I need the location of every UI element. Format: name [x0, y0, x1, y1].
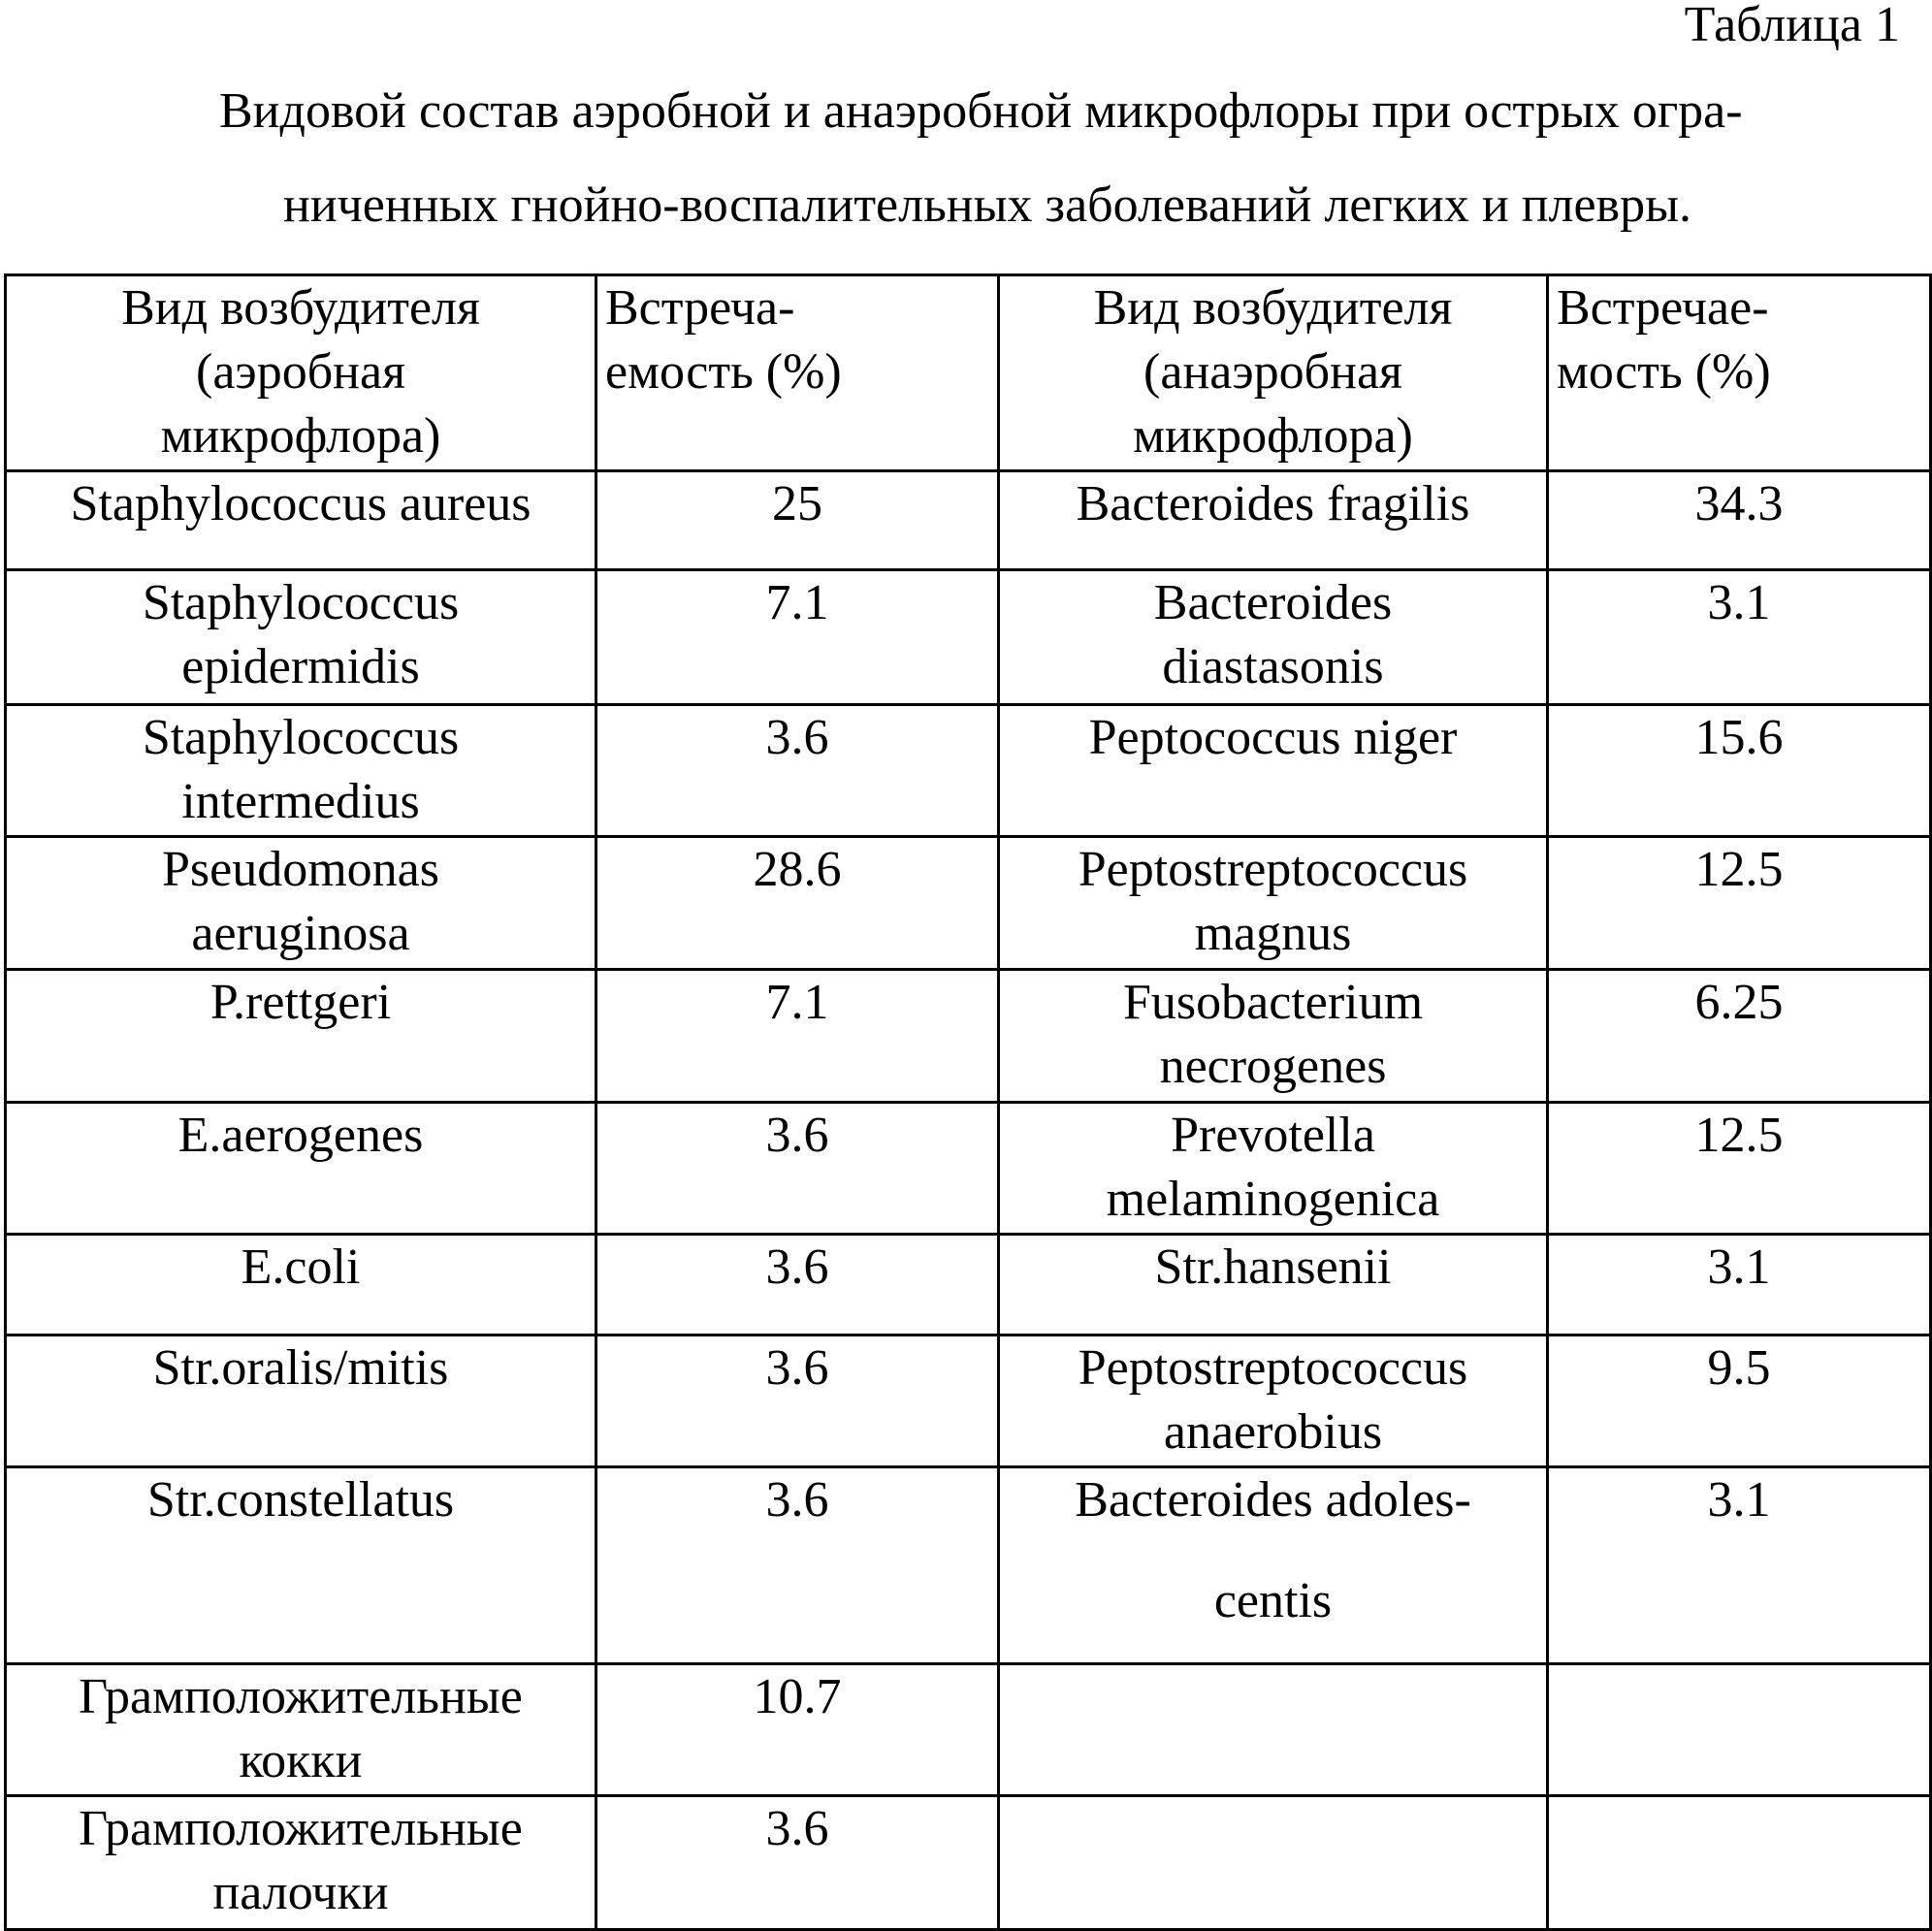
aerobic-frequency-cell: 28.6 [596, 837, 999, 970]
aerobic-species-cell [6, 1467, 596, 1664]
aerobic-species-cell [6, 837, 596, 970]
cell-line: Peptostreptococcus [1078, 1340, 1468, 1396]
table-row [6, 1336, 1931, 1467]
table-row [6, 471, 1931, 570]
table-row [6, 1467, 1931, 1664]
anaerobic-species-cell [999, 837, 1548, 970]
table-row [6, 837, 1931, 970]
cell-line: diastasonis [1162, 639, 1384, 694]
header-line: (аэробная [196, 344, 405, 400]
aerobic-frequency-cell: 3.6 [596, 1336, 999, 1467]
table-title-line-1: Видовой состав аэробной и анаэробной микрофлоры при острых огра- [219, 83, 1743, 139]
header-aerobic-species [6, 275, 596, 471]
aerobic-frequency-cell: 3.6 [596, 1235, 999, 1336]
anaerobic-species-cell [999, 1235, 1548, 1336]
cell-line: Pseudomonas [162, 842, 439, 897]
table-title-line-2: ниченных гнойно-воспалительных заболеваний легких и плевры. [283, 177, 1692, 233]
aerobic-frequency-cell: 7.1 [596, 970, 999, 1103]
cell-line: centis [1213, 1573, 1333, 1628]
cell-line: epidermidis [181, 639, 420, 694]
microflora-table [4, 274, 1932, 1931]
anaerobic-frequency-cell [1548, 1796, 1931, 1930]
aerobic-species-cell [6, 1796, 596, 1930]
cell-line: aeruginosa [191, 906, 410, 961]
table-number: Таблица 1 [1684, 0, 1900, 52]
anaerobic-species-cell [999, 1103, 1548, 1235]
cell-line: Staphylococcus aureus [70, 476, 531, 531]
anaerobic-species-cell [999, 1336, 1548, 1467]
table-row [6, 1103, 1931, 1235]
table-row [6, 705, 1931, 837]
aerobic-frequency-cell: 25 [596, 471, 999, 570]
anaerobic-frequency-cell: 15.6 [1548, 705, 1931, 837]
cell-line: Peptostreptococcus [1078, 842, 1468, 897]
header-anaerobic-species [999, 275, 1548, 471]
cell-line: Str.hansenii [1154, 1239, 1392, 1295]
header-anaerobic-frequency [1548, 275, 1931, 471]
header-line: микрофлора) [1133, 408, 1413, 464]
anaerobic-frequency-cell [1548, 1664, 1931, 1796]
header-line: Вид возбудителя [121, 280, 480, 336]
cell-line: necrogenes [1159, 1039, 1387, 1094]
cell-line: P.rettgeri [209, 975, 392, 1030]
aerobic-species-cell [6, 1103, 596, 1235]
aerobic-species-cell [6, 970, 596, 1103]
anaerobic-species-cell [999, 570, 1548, 705]
anaerobic-frequency-cell: 3.1 [1548, 570, 1931, 705]
cell-line: Грамположительные [79, 1669, 523, 1724]
cell-line: Грамположительные [79, 1801, 523, 1856]
aerobic-species-cell [6, 1664, 596, 1796]
cell-line: Bacteroides fragilis [1076, 476, 1470, 531]
cell-line: Str.oralis/mitis [152, 1340, 449, 1396]
table-row [6, 570, 1931, 705]
table-row [6, 1796, 1931, 1930]
cell-line: E.coli [241, 1239, 361, 1295]
table-row [6, 1235, 1931, 1336]
cell-line: intermedius [181, 774, 420, 829]
aerobic-species-cell [6, 471, 596, 570]
cell-line: anaerobius [1163, 1404, 1383, 1460]
anaerobic-frequency-cell: 34.3 [1548, 471, 1931, 570]
cell-line: Staphylococcus [142, 710, 460, 765]
header-line: Встреча- [605, 280, 795, 336]
aerobic-species-cell [6, 570, 596, 705]
anaerobic-species-cell [999, 705, 1548, 837]
header-line: микрофлора) [160, 408, 441, 464]
aerobic-species-cell [6, 1336, 596, 1467]
cell-line: Prevotella [1171, 1108, 1375, 1163]
cell-line: magnus [1194, 906, 1352, 961]
aerobic-frequency-cell: 7.1 [596, 570, 999, 705]
cell-line: Fusobacterium [1122, 975, 1424, 1030]
table-row [6, 970, 1931, 1103]
cell-line: Bacteroides adoles- [1075, 1472, 1471, 1528]
header-aerobic-frequency [596, 275, 999, 471]
cell-line: melaminogenica [1106, 1172, 1440, 1227]
anaerobic-frequency-cell: 3.1 [1548, 1235, 1931, 1336]
header-line: Встречае- [1557, 280, 1769, 336]
anaerobic-frequency-cell: 3.1 [1548, 1467, 1931, 1664]
aerobic-species-cell [6, 705, 596, 837]
header-line: (анаэробная [1143, 344, 1402, 400]
aerobic-frequency-cell: 3.6 [596, 705, 999, 837]
cell-line: кокки [239, 1733, 363, 1788]
anaerobic-species-cell [999, 1796, 1548, 1930]
anaerobic-frequency-cell: 6.25 [1548, 970, 1931, 1103]
table-row [6, 1664, 1931, 1796]
aerobic-species-cell [6, 1235, 596, 1336]
anaerobic-frequency-cell: 12.5 [1548, 837, 1931, 970]
aerobic-frequency-cell: 3.6 [596, 1103, 999, 1235]
anaerobic-species-cell [999, 1664, 1548, 1796]
anaerobic-species-cell [999, 1467, 1548, 1664]
anaerobic-frequency-cell: 12.5 [1548, 1103, 1931, 1235]
header-line: емость (%) [605, 344, 842, 400]
cell-line: Str.constellatus [146, 1472, 455, 1528]
cell-line: Bacteroides [1153, 575, 1393, 630]
header-line: Вид возбудителя [1093, 280, 1453, 336]
aerobic-frequency-cell: 3.6 [596, 1467, 999, 1664]
aerobic-frequency-cell: 3.6 [596, 1796, 999, 1930]
cell-line: палочки [212, 1865, 389, 1920]
cell-line: Staphylococcus [142, 575, 460, 630]
cell-line: Peptococcus niger [1088, 710, 1458, 765]
anaerobic-frequency-cell: 9.5 [1548, 1336, 1931, 1467]
anaerobic-species-cell [999, 970, 1548, 1103]
cell-line: E.aerogenes [177, 1108, 424, 1163]
aerobic-frequency-cell: 10.7 [596, 1664, 999, 1796]
anaerobic-species-cell [999, 471, 1548, 570]
header-row [6, 275, 1931, 471]
header-line: мость (%) [1557, 344, 1771, 400]
